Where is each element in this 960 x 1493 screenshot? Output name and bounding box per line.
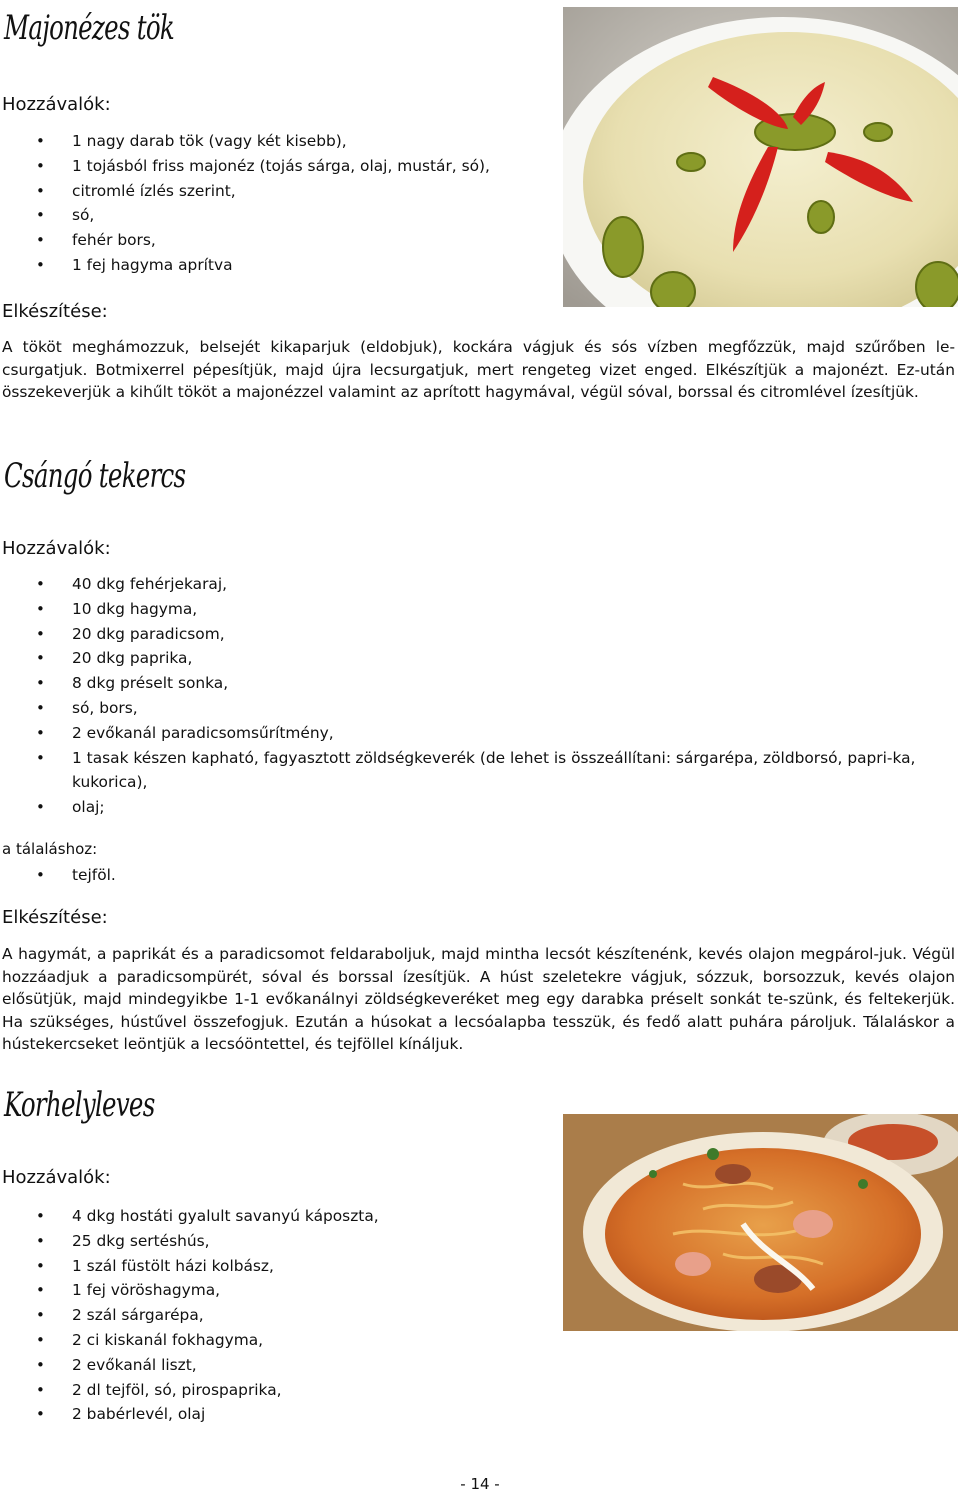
serving-list: [0, 863, 116, 888]
ingredients-list-2: [0, 572, 958, 820]
list-item: • citromlé ízlés szerint,: [0, 179, 490, 204]
list-item: • só, bors,: [0, 696, 958, 721]
sauerkraut-soup-photo: [563, 1114, 958, 1331]
list-item: • 2 ci kiskanál fokhagyma,: [0, 1328, 379, 1353]
ingredients-list-3: [0, 1204, 379, 1427]
list-item: • 4 dkg hostáti gyalult savanyú káposzta,: [0, 1204, 379, 1229]
photo-korhelyleves: [563, 1114, 958, 1331]
list-item: • só,: [0, 203, 490, 228]
list-item: • 20 dkg paprika,: [0, 646, 958, 671]
list-item: • 2 babérlevél, olaj: [0, 1402, 379, 1427]
method-text-2: A hagymát, a paprikát és a paradicsomot feldaraboljuk, majd mintha lecsót készítenénk, kevés olajon megpárol-juk. Végül hozzáadjuk a paradicsompürét, sóval és borssal ízesítjük. A húst szeletekre vágjuk, sózzuk, borsozzuk, kevés olajon elősütjük, majd mindegyikbe 1-1 evőkanálnyi zöldségkeveréket meg egy darabka préselt sonkát te-szünk, és feltekerjük. Ha szükséges, hústűvel összefogjuk. Ezután a húsokat a lecsóalapba tesszük, és fedő alatt puhára pároljuk. Tálaláskor a hústekercseket leöntjük a lecsóöntettel, és tejföllel kínáljuk.: [2, 945, 955, 1053]
ingredients-heading-1: Hozzávalók:: [2, 94, 111, 115]
list-item: • 1 fej hagyma aprítva: [0, 253, 490, 278]
recipe-title-korhelyleves: Korhelyleves: [4, 1085, 155, 1125]
list-item: • 10 dkg hagyma,: [0, 597, 958, 622]
list-item: • 2 szál sárgarépa,: [0, 1303, 379, 1328]
list-item: • 20 dkg paradicsom,: [0, 622, 958, 647]
method-heading-1: Elkészítése:: [2, 301, 108, 322]
recipe-title-csango-tekercs: Csángó tekercs: [4, 456, 186, 496]
method-heading-2: Elkészítése:: [2, 907, 108, 928]
list-item: • 1 fej vöröshagyma,: [0, 1278, 379, 1303]
list-item: • 40 dkg fehérjekaraj,: [0, 572, 958, 597]
list-item: • olaj;: [0, 795, 958, 820]
page-number: - 14 -: [460, 1475, 500, 1493]
method-text-1: A tököt meghámozzuk, belsejét kikaparjuk (eldobjuk), kockára vágjuk és sós vízben megfőzzük, majd szűrőben le-csurgatjuk. Botmixerrel pépesítjük, majd újra lecsurgatjuk, mert rengeteg vizet enged. Elkészítjük a majonézt. Ez-után összekeverjük a kihűlt tököt a majonézzel valamint az aprított hagymával, végül sóval, borssal és citromlével ízesítjük.: [2, 338, 955, 401]
list-item: • 2 dl tejföl, só, pirospaprika,: [0, 1378, 379, 1403]
list-item: • 1 szál füstölt házi kolbász,: [0, 1254, 379, 1279]
list-item: • 1 tasak készen kapható, fagyasztott zöldségkeverék (de lehet is összeállítani: sárgarépa, zöldborsó, papri-ka, kukorica),: [0, 746, 958, 796]
list-item: • 25 dkg sertéshús,: [0, 1229, 379, 1254]
list-item: • 2 evőkanál liszt,: [0, 1353, 379, 1378]
ingredients-list-1: [0, 129, 490, 278]
list-item: • 1 nagy darab tök (vagy két kisebb),: [0, 129, 490, 154]
list-item: • 1 tojásból friss majonéz (tojás sárga, olaj, mustár, só),: [0, 154, 490, 179]
recipe-title-majonezes-tok: Majonézes tök: [4, 8, 175, 48]
ingredients-heading-3: Hozzávalók:: [2, 1167, 111, 1188]
mayonnaise-squash-photo: [563, 7, 958, 307]
ingredients-heading-2: Hozzávalók:: [2, 538, 111, 559]
list-item: • 8 dkg préselt sonka,: [0, 671, 958, 696]
list-item: • fehér bors,: [0, 228, 490, 253]
list-item: • tejföl.: [0, 863, 116, 888]
photo-majonezes-tok: [563, 7, 958, 307]
list-item: • 2 evőkanál paradicsomsűrítmény,: [0, 721, 958, 746]
serving-label: a tálaláshoz:: [2, 840, 98, 858]
